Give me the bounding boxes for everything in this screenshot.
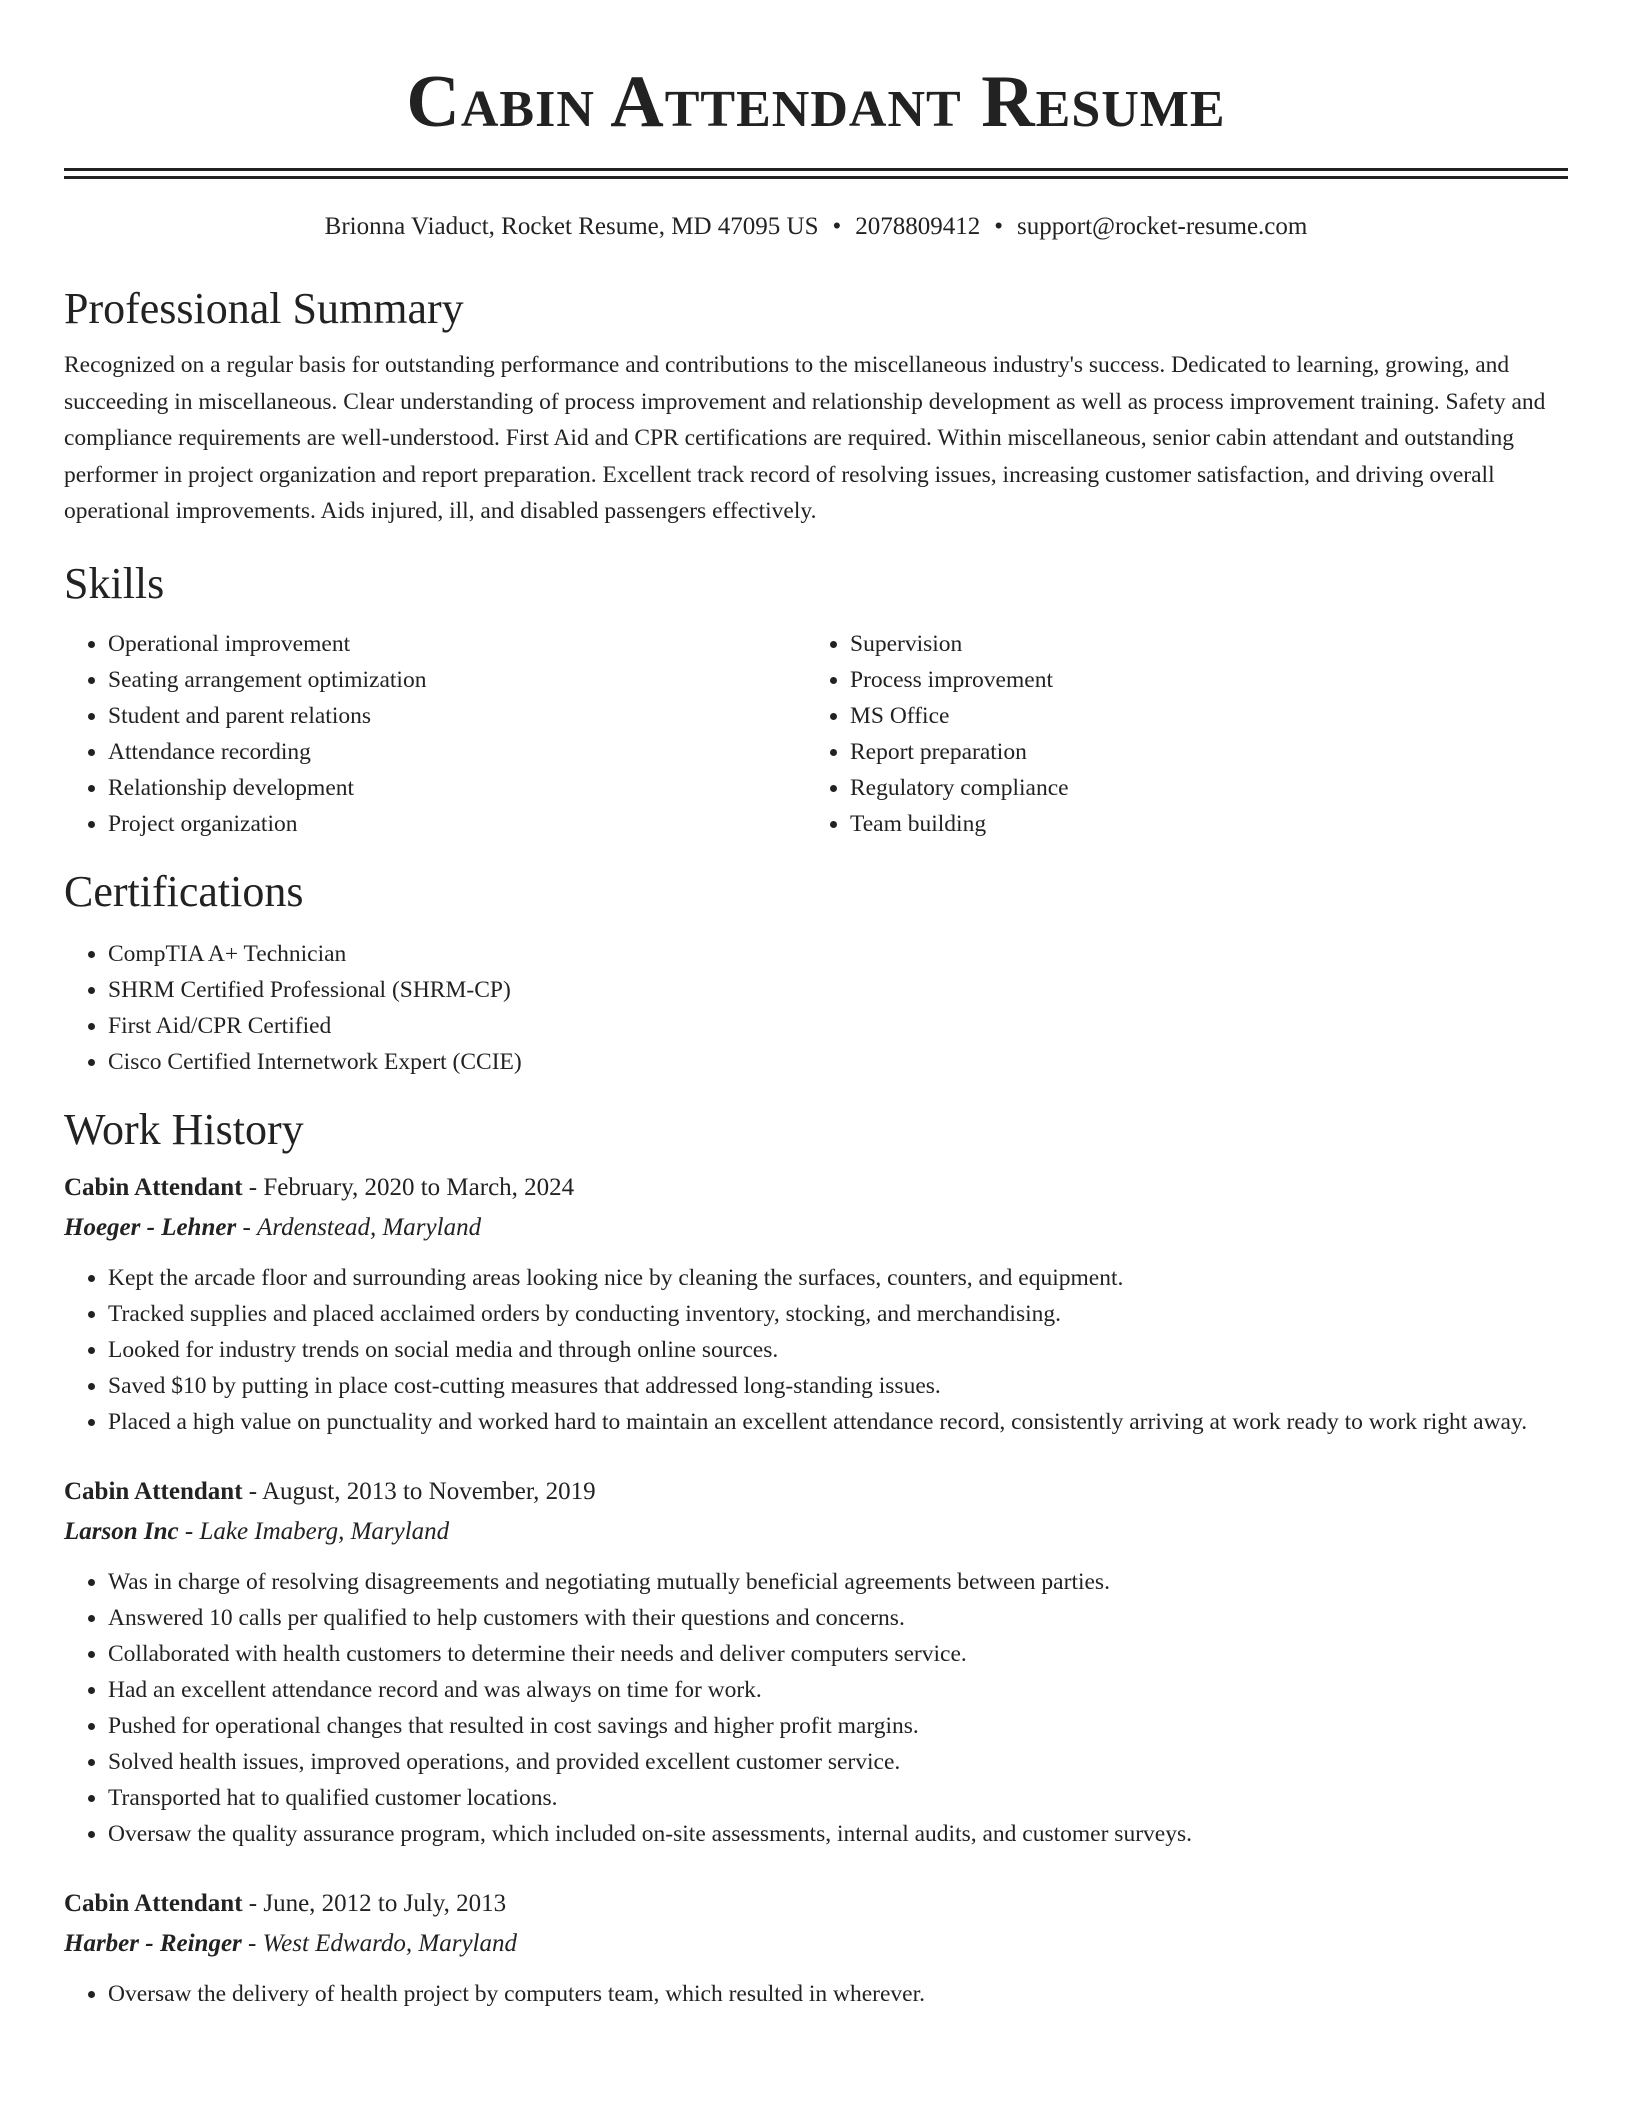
skill-item: • MS Office (850, 698, 1548, 734)
resume-title: Cabin Attendant Resume (406, 61, 1226, 143)
skill-item: • Operational improvement (108, 626, 806, 662)
job-dash: - (248, 1889, 258, 1917)
job-dash: - (248, 1929, 257, 1957)
job-dash: - (248, 1477, 258, 1505)
job-role: Cabin Attendant (64, 1889, 243, 1917)
contact-separator: • (994, 213, 1004, 240)
skill-item: • Process improvement (850, 662, 1548, 698)
job-bullet: • Solved health issues, improved operations, and provided excellent customer service. (108, 1744, 1568, 1780)
skill-item: • Supervision (850, 626, 1548, 662)
job-title-line (64, 1168, 1568, 1208)
job-bullet: • Tracked supplies and placed acclaimed orders by conducting inventory, stocking, and merchandising. (108, 1296, 1568, 1332)
job-bullet: • Was in charge of resolving disagreements and negotiating mutually beneficial agreements between parties. (108, 1564, 1568, 1600)
job-title-line (64, 1472, 1568, 1512)
skills-list-left (64, 626, 806, 842)
job-bullet: • Oversaw the delivery of health project by computers team, which resulted in wherever. (108, 1976, 1568, 2012)
job-bullet: • Saved $10 by putting in place cost-cutting measures that addressed long-standing issues. (108, 1368, 1568, 1404)
skill-item: • Project organization (108, 806, 806, 842)
contact-separator: • (832, 213, 842, 240)
job-bullet: • Pushed for operational changes that resulted in cost savings and higher profit margins. (108, 1708, 1568, 1744)
job-company-line (64, 1208, 1568, 1248)
job-location: Lake Imaberg, Maryland (199, 1517, 450, 1545)
title-double-rule (64, 168, 1568, 179)
job-dates: August, 2013 to November, 2019 (261, 1477, 596, 1505)
job-company-line (64, 1924, 1568, 1964)
job-role: Cabin Attendant (64, 1477, 243, 1505)
contact-phone: 2078809412 (855, 213, 981, 240)
job-dash: - (248, 1173, 258, 1201)
contact-email: support@rocket-resume.com (1017, 213, 1308, 240)
job-bullet: • Had an excellent attendance record and was always on time for work. (108, 1672, 1568, 1708)
certification-item: • CompTIA A+ Technician (108, 936, 1568, 972)
skill-item: • Student and parent relations (108, 698, 806, 734)
certification-item: • First Aid/CPR Certified (108, 1008, 1568, 1044)
job-dash: - (184, 1517, 194, 1545)
job-role: Cabin Attendant (64, 1173, 243, 1201)
job-bullet: • Kept the arcade floor and surrounding areas looking nice by cleaning the surfaces, counters, and equipment. (108, 1260, 1568, 1296)
skills-list-right (806, 626, 1548, 842)
job-company: Hoeger - Lehner (64, 1213, 237, 1241)
job-bullets (64, 1976, 1568, 2012)
job-bullet: • Answered 10 calls per qualified to help customers with their questions and concerns. (108, 1600, 1568, 1636)
job-company: Larson Inc (64, 1517, 179, 1545)
job-title-line (64, 1884, 1568, 1924)
summary-text: Recognized on a regular basis for outstanding performance and contributions to the miscellaneous industry's success. Dedicated to learning, growing, and succeeding in miscellaneous. Clear understanding of process improvement and relationship development as well as process improvement training. Safety and compliance requirements are well-understood. First Aid and CPR certifications are required. Within miscellaneous, senior cabin attendant and outstanding performer in project organization and report preparation. Excellent track record of resolving issues, increasing customer satisfaction, and driving overall operational improvements. Aids injured, ill, and disabled passengers effectively. (64, 352, 1546, 524)
skills-columns (64, 626, 1568, 842)
job-dates: June, 2012 to July, 2013 (263, 1889, 507, 1917)
job-bullet: • Transported hat to qualified customer locations. (108, 1780, 1568, 1816)
job-entry (64, 1472, 1568, 1852)
job-bullets (64, 1564, 1568, 1852)
certification-item: • Cisco Certified Internetwork Expert (CCIE) (108, 1044, 1568, 1080)
job-dash: - (242, 1213, 251, 1241)
job-entry (64, 1884, 1568, 2012)
skill-item: • Report preparation (850, 734, 1548, 770)
skill-item: • Regulatory compliance (850, 770, 1548, 806)
job-bullets (64, 1260, 1568, 1440)
summary-heading: Professional Summary (64, 284, 464, 333)
skill-item: • Attendance recording (108, 734, 806, 770)
job-entry (64, 1168, 1568, 1440)
skills-heading: Skills (64, 558, 165, 608)
job-dates: February, 2020 to March, 2024 (263, 1173, 575, 1201)
certification-item: • SHRM Certified Professional (SHRM-CP) (108, 972, 1568, 1008)
certifications-list (64, 936, 1568, 1080)
job-bullet: • Oversaw the quality assurance program, which included on-site assessments, internal audits, and customer surveys. (108, 1816, 1568, 1852)
job-bullet: • Collaborated with health customers to determine their needs and deliver computers service. (108, 1636, 1568, 1672)
contact-line (64, 209, 1568, 245)
certifications-heading: Certifications (64, 866, 304, 916)
skill-item: • Seating arrangement optimization (108, 662, 806, 698)
contact-address: Brionna Viaduct, Rocket Resume, MD 47095 US (324, 213, 819, 240)
skill-item: • Relationship development (108, 770, 806, 806)
job-bullet: • Placed a high value on punctuality and worked hard to maintain an excellent attendance record, consistently arriving at work ready to work right away. (108, 1404, 1568, 1440)
work-history-heading: Work History (64, 1104, 304, 1154)
job-company: Harber - Reinger (64, 1929, 242, 1957)
skill-item: • Team building (850, 806, 1548, 842)
job-location: West Edwardo, Maryland (262, 1929, 518, 1957)
job-company-line (64, 1512, 1568, 1552)
job-bullet: • Looked for industry trends on social media and through online sources. (108, 1332, 1568, 1368)
job-location: Ardenstead, Maryland (257, 1213, 482, 1241)
